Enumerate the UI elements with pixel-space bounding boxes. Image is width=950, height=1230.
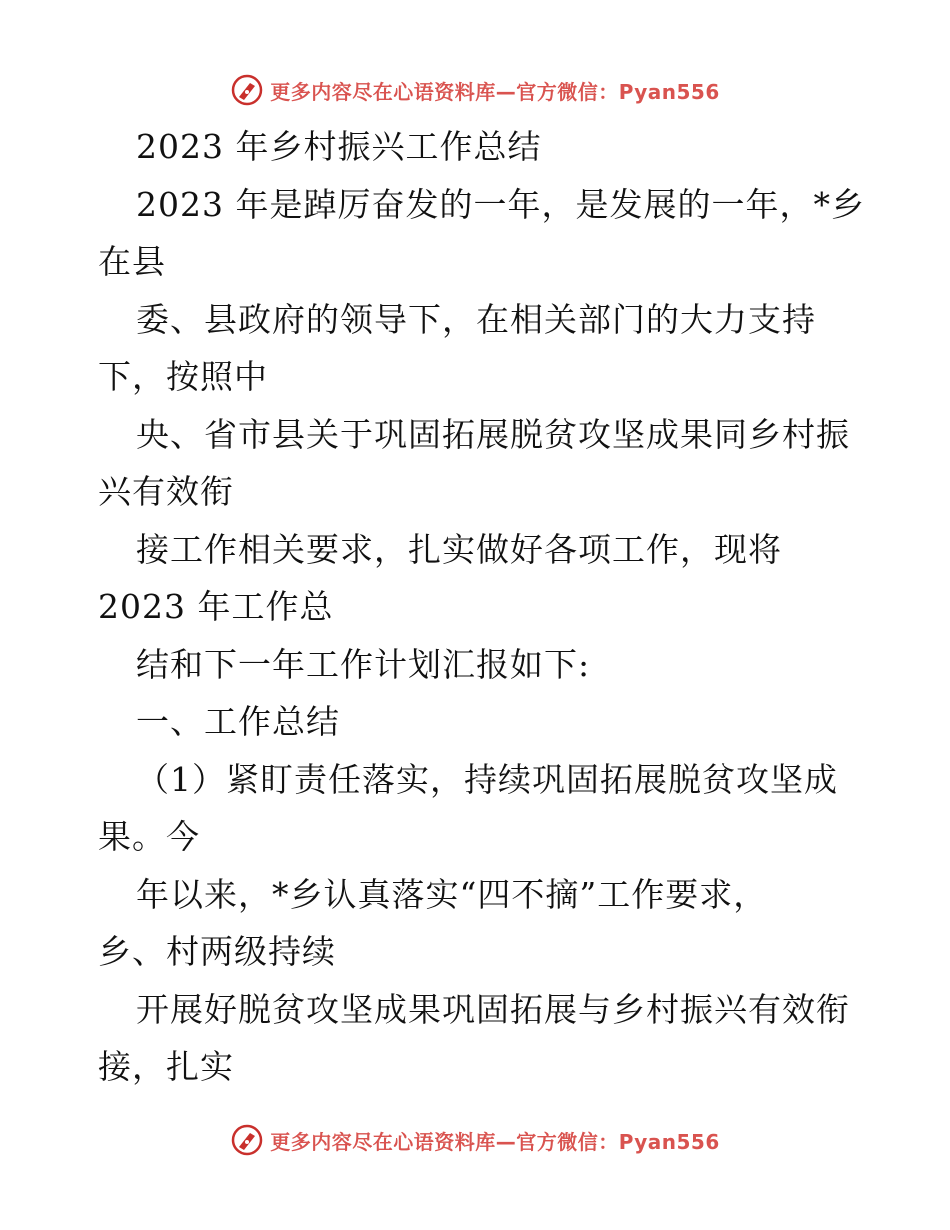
watermark-text: 更多内容尽在心语资料库—官方微信：Pyan556 (270, 1129, 720, 1154)
document-line: 一、工作总结 (136, 702, 340, 741)
document-line: 2023 年是踔厉奋发的一年，是发展的一年，*乡 (136, 184, 865, 224)
pen-nib-logo-icon (230, 73, 264, 107)
document-line: 年以来，*乡认真落实“四不摘”工作要求， (136, 874, 768, 914)
document-line: 接工作相关要求，扎实做好各项工作，现将 (136, 529, 782, 569)
pen-nib-logo-icon (230, 1123, 264, 1157)
document-line: 接，扎实 (98, 1047, 234, 1086)
document-line: 2023 年乡村振兴工作总结 (136, 127, 542, 166)
document-line: 2023 年工作总 (98, 587, 334, 626)
document-line: 结和下一年工作计划汇报如下: (136, 644, 591, 684)
watermark-text: 更多内容尽在心语资料库—官方微信：Pyan556 (270, 79, 720, 104)
document-line: （1）紧盯责任落实，持续巩固拓展脱贫攻坚成 (136, 759, 838, 799)
document-line: 开展好脱贫攻坚成果巩固拓展与乡村振兴有效衔 (136, 989, 850, 1029)
header-watermark (0, 70, 950, 110)
document-line: 在县 (98, 242, 166, 281)
document-body (98, 118, 868, 1096)
document-line: 乡、村两级持续 (98, 932, 336, 971)
document-line: 央、省市县关于巩固拓展脱贫攻坚成果同乡村振 (136, 414, 850, 454)
footer-watermark (0, 1120, 950, 1160)
document-line: 委、县政府的领导下，在相关部门的大力支持 (136, 299, 816, 339)
document-line: 下，按照中 (98, 357, 268, 396)
document-line: 兴有效衔 (98, 472, 234, 511)
document-line: 果。今 (98, 817, 200, 856)
